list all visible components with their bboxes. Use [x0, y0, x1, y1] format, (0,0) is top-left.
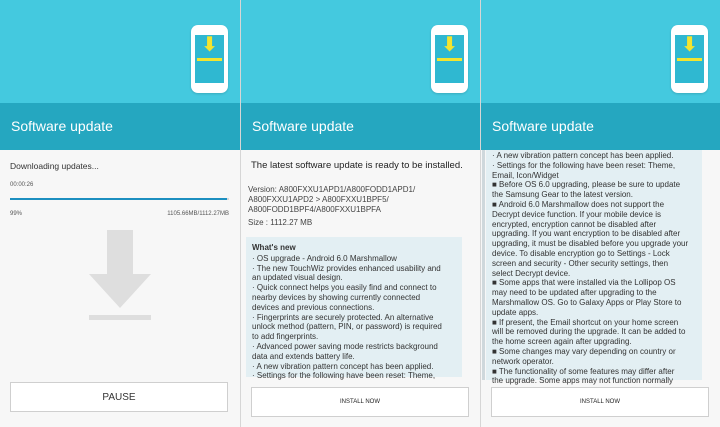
version-info [248, 185, 464, 215]
whats-new-box[interactable] [486, 150, 702, 386]
title-bar [241, 103, 480, 150]
version-line: A800FODD1BPF4/A800FXXU1BPFA [248, 205, 381, 214]
note-line: may need to be updated after upgrading to the [492, 288, 657, 298]
update-notes [481, 150, 720, 427]
note-line: devices and previous connections. [252, 302, 375, 312]
note-line: · Advanced power saving mode restricts background [252, 341, 438, 351]
note-line: update apps. [492, 307, 539, 317]
header-banner [0, 0, 240, 103]
install-now-button[interactable]: INSTALL NOW [491, 387, 709, 417]
note-line: ■ Some changes may vary depending on country or [492, 346, 676, 356]
note-line: ■ Before OS 6.0 upgrading, please be sure to update [492, 180, 681, 190]
note-line: Decrypt device function. If your mobile device is [492, 209, 661, 219]
note-line: ■ If present, the Email shortcut on your home screen [492, 317, 679, 327]
page-title: Software update [11, 118, 113, 134]
install-now-button[interactable]: INSTALL NOW [251, 387, 469, 417]
header-banner [241, 0, 480, 103]
page-title: Software update [252, 118, 354, 134]
note-line: an updated visual design. [252, 273, 343, 283]
note-line: ■ Some apps that were installed via the Lollipop OS [492, 278, 676, 288]
download-content [0, 150, 240, 427]
title-bar [481, 103, 720, 150]
note-line: device. To disable encryption go to Settings - Lock [492, 248, 670, 258]
phone-download-icon: ⬇ [191, 25, 228, 93]
scrollbar[interactable] [482, 150, 485, 380]
download-progress-bar [10, 198, 229, 200]
page-title: Software update [492, 118, 594, 134]
note-line: Email, Icon/Widget [492, 170, 559, 180]
progress-percent: 99% [10, 211, 23, 217]
download-progress-fill [10, 198, 227, 200]
pause-button[interactable]: PAUSE [10, 382, 228, 412]
note-line: will be removed during the upgrade. It can be added to [492, 327, 686, 337]
panel-downloading [0, 0, 240, 427]
note-line: data and extends battery life. [252, 351, 355, 361]
note-line: nearby devices by showing currently connected [252, 292, 421, 302]
version-line: Version: A800FXXU1APD1/A800FODD1APD1/ [248, 185, 416, 194]
note-line: · A new vibration pattern concept has been applied. [492, 151, 674, 160]
note-line: select Decrypt device. [492, 268, 571, 278]
downloading-label: Downloading updates... [10, 161, 99, 171]
note-line: the Samsung Gear to the latest version. [492, 190, 633, 200]
note-line: Marshmallow OS. Go to Galaxy Apps or Play Store to [492, 297, 682, 307]
note-line: the upgrade. Some apps may not function normally [492, 376, 673, 386]
version-line: A800FXXU1APD2 > A800FXXU1BPF5/ [248, 195, 389, 204]
update-size: Size : 1112.27 MB [248, 218, 313, 227]
note-line: ■ The functionality of some features may differ after [492, 366, 675, 376]
download-arrow-icon [89, 230, 151, 322]
note-line: · Fingerprints are securely protected. An alternative [252, 312, 434, 322]
note-line: network operator. [492, 356, 554, 366]
note-line: to add fingerprints. [252, 332, 319, 342]
panel-ready [240, 0, 480, 427]
note-line: upgrading, it must be disabled before you upgrade your [492, 239, 689, 249]
note-line: upgrading. If you want encryption to be disabled after [492, 229, 681, 239]
note-line: unlock method (pattern, PIN, or password) is required [252, 322, 442, 332]
note-line: · Settings for the following have been reset: Theme, [492, 160, 676, 170]
ready-heading: The latest software update is ready to be installed. [251, 160, 463, 171]
note-line: screen and security - Other security settings, then [492, 258, 669, 268]
note-line: · The new TouchWiz provides enhanced usability and [252, 263, 441, 273]
whats-new-box[interactable] [246, 237, 462, 381]
note-line: · A new vibration pattern concept has been applied. [252, 361, 434, 371]
download-size: 1105.66MB/1112.27MB [167, 211, 229, 217]
update-info [241, 150, 480, 427]
note-line: · Settings for the following have been reset: Theme, [252, 371, 436, 381]
phone-download-icon: ⬇ [431, 25, 468, 93]
title-bar [0, 103, 240, 150]
note-line: the home screen again after upgrading. [492, 337, 632, 347]
note-line: · Quick connect helps you easily find and connect to [252, 283, 437, 293]
phone-download-icon: ⬇ [671, 25, 708, 93]
elapsed-time: 00:00:26 [10, 182, 34, 188]
panel-notes-scrolled [480, 0, 720, 427]
header-banner [481, 0, 720, 103]
note-line: ■ Android 6.0 Marshmallow does not support the [492, 199, 665, 209]
note-line: encrypted, encryption cannot be disabled after [492, 219, 657, 229]
whats-new-title: What's new [252, 243, 296, 252]
note-line: · OS upgrade - Android 6.0 Marshmallow [252, 253, 397, 263]
